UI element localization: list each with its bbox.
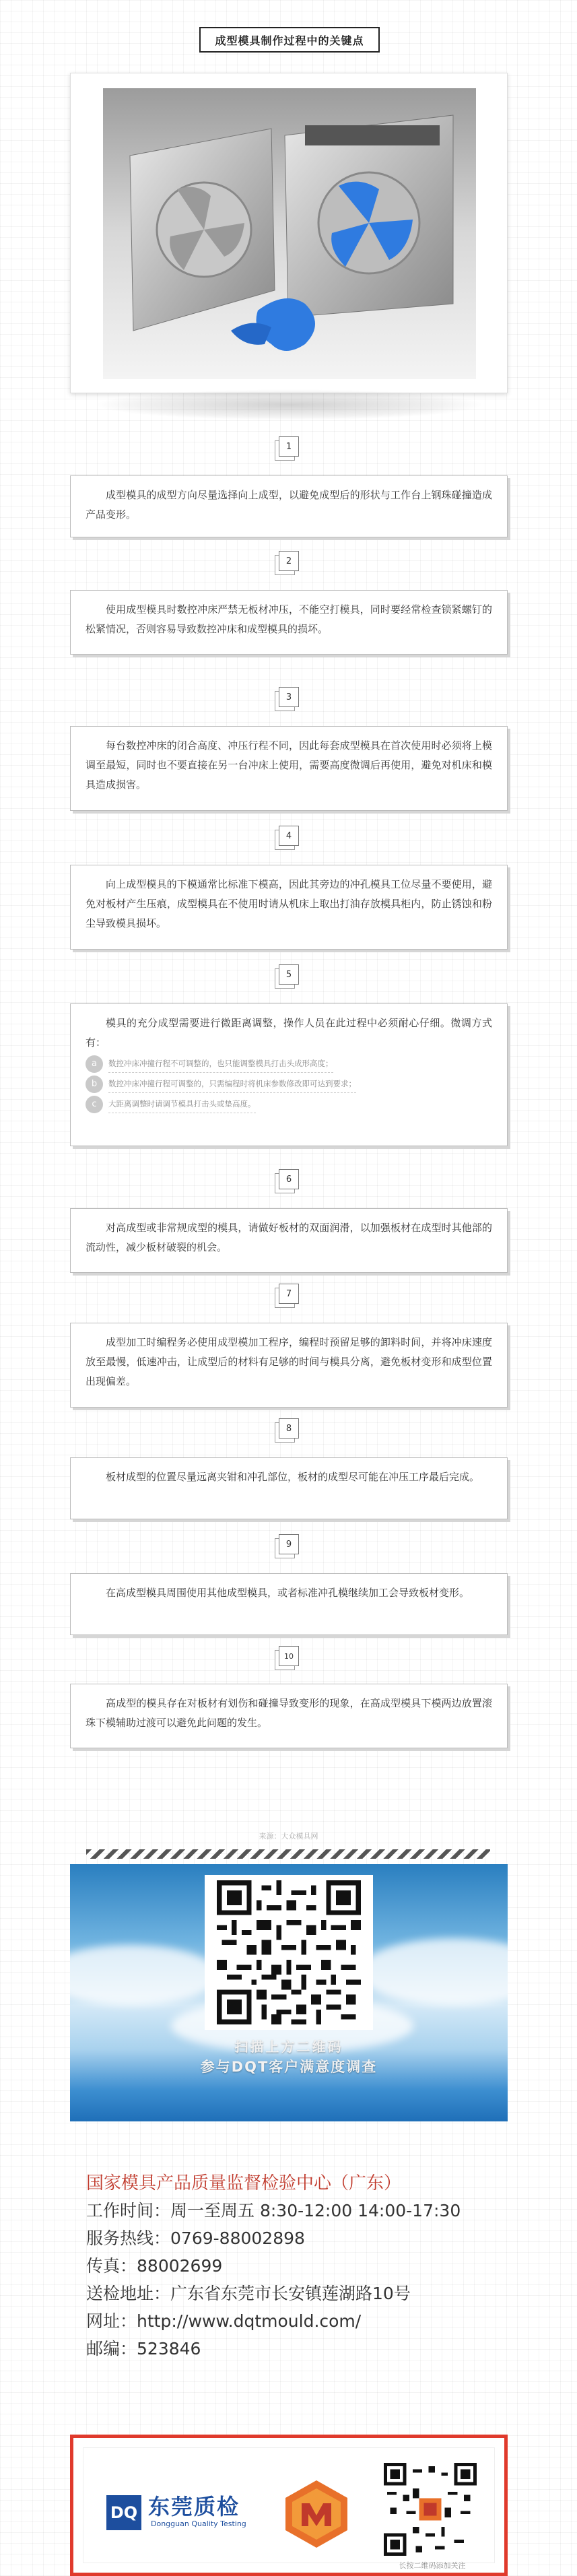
dqt-logo-icon: DQ [106,2495,141,2530]
section-number-icon: 10 [275,1646,302,1673]
survey-qr-code[interactable] [205,1875,373,2030]
brand-english-name: Dongguan Quality Testing [151,2519,246,2528]
section-text-box [70,475,508,537]
divider-stripes [86,1849,490,1859]
section-text-box [70,726,508,811]
address: 送检地址：广东省东莞市长安镇莲湖路10号 [86,2284,411,2303]
section-text: 板材成型的位置尽量远离夹钳和冲孔部位，板材的成型尽可能在冲压工序最后完成。 [106,1471,480,1483]
photo-shadow [94,389,485,420]
section-text: 模具的充分成型需要进行微距离调整，操作人员在此过程中必须耐心仔细。微调方式有： [86,1017,492,1049]
section-number-icon: 1 [275,436,302,463]
article-title: 成型模具制作过程中的关键点 [199,27,380,53]
section-text-box [70,590,508,655]
section-text-box [70,1208,508,1273]
source-note: 来源：大众模具网 [259,1832,318,1841]
section-text-box [70,1323,508,1408]
contact-info [86,2170,504,2363]
list-item-text: 数控冲床冲撞行程不可调整的，也只能调整模具打击头成形高度； [108,1056,333,1073]
section-text-box [70,1684,508,1748]
survey-qr-banner [70,1864,508,2121]
section-text: 成型模具的成型方向尽量选择向上成型，以避免成型后的形状与工作台上钢珠碰撞造成产品变形。 [86,489,492,521]
section-number-icon: 6 [275,1169,302,1196]
list-item [86,1096,492,1113]
section-text-box [70,1003,508,1146]
footer-brand-card [70,2435,508,2576]
list-badge: b [86,1076,103,1093]
section-text: 使用成型模具时数控冲床严禁无板材冲压，不能空打模具，同时要经常检查锁紧螺钉的松紧情况，否则容易导致数控冲床和成型模具的损坏。 [86,603,492,635]
section-text: 高成型的模具存在对板材有划伤和碰撞导致变形的现象，在高成型模具下模两边放置滚珠下模辅助过渡可以避免此问题的发生。 [86,1697,492,1729]
section-number-icon: 5 [275,964,302,991]
section-text-box [70,1457,508,1519]
section-number-icon: 7 [275,1284,302,1311]
qr-caption-survey: 参与DQT客户满意度调查 [200,2059,378,2075]
mold-photo [103,88,476,379]
list-item [86,1076,492,1093]
service-hotline: 服务热线：0769-88002898 [86,2228,305,2248]
website-link[interactable]: http://www.dqtmould.com/ [137,2311,362,2331]
postcode: 邮编：523846 [86,2339,201,2358]
list-item-text: 数控冲床冲撞行程可调整的，只需编程时将机床参数修改即可达到要求； [108,1076,356,1093]
list-item-text: 大距离调整时请调节模具打击头或垫高度。 [108,1096,256,1113]
section-text: 对高成型或非常规成型的模具，请做好板材的双面润滑，以加强板材在成型时其他部的流动性，减少板材破裂的机会。 [86,1222,492,1253]
section-text: 成型加工时编程务必使用成型模加工程序，编程时预留足够的卸料时间，并将冲床速度放至最慢，低速冲击，让成型后的材料有足够的时间与模具分离，避免板材变形和成型位置出现偏差。 [86,1336,492,1387]
website: 网址：http://www.dqtmould.com/ [86,2311,362,2331]
list-badge: c [86,1096,103,1113]
section-number-icon: 8 [275,1418,302,1445]
fax: 传真：88002699 [86,2256,223,2276]
section-text: 向上成型模具的下模通常比标准下模高，因此其旁边的冲孔模具工位尽量不要使用，避免对板材产生压痕，成型模具在不使用时请从机床上取出打油存放模具柜内，防止锈蚀和粉尘导致模具损坏。 [86,878,492,929]
follow-qr-code[interactable] [380,2463,481,2556]
section-text: 在高成型模具周围使用其他成型模具，或者标准冲孔模继续加工会导致板材变形。 [106,1587,470,1599]
mold-photo-frame [70,73,508,393]
section-number-icon: 4 [275,826,302,853]
qr-caption-scan: 扫描上方二维码 [234,2039,343,2055]
section-number-icon: 9 [275,1534,302,1561]
list-item [86,1055,492,1073]
section-text: 每台数控冲床的闭合高度、冲压行程不同，因此每套成型模具在首次使用时必须将上模调至最短，同时也不要直接在另一台冲床上使用，需要高度微调后再使用，避免对机床和模具造成损害。 [86,739,492,791]
organization-name: 国家模具产品质量监督检验中心（广东） [86,2173,402,2193]
section-number-icon: 2 [275,551,302,578]
hexagon-logo-icon [283,2479,350,2549]
section-text-box [70,1573,508,1635]
list-badge: a [86,1055,103,1073]
section-number-icon: 3 [275,687,302,714]
section-text-box [70,865,508,950]
brand-name: 东莞质检 [148,2494,240,2519]
working-hours: 工作时间：周一至周五 8:30-12:00 14:00-17:30 [86,2201,461,2220]
follow-qr-caption: 长按二维码添加关注 [399,2561,466,2570]
